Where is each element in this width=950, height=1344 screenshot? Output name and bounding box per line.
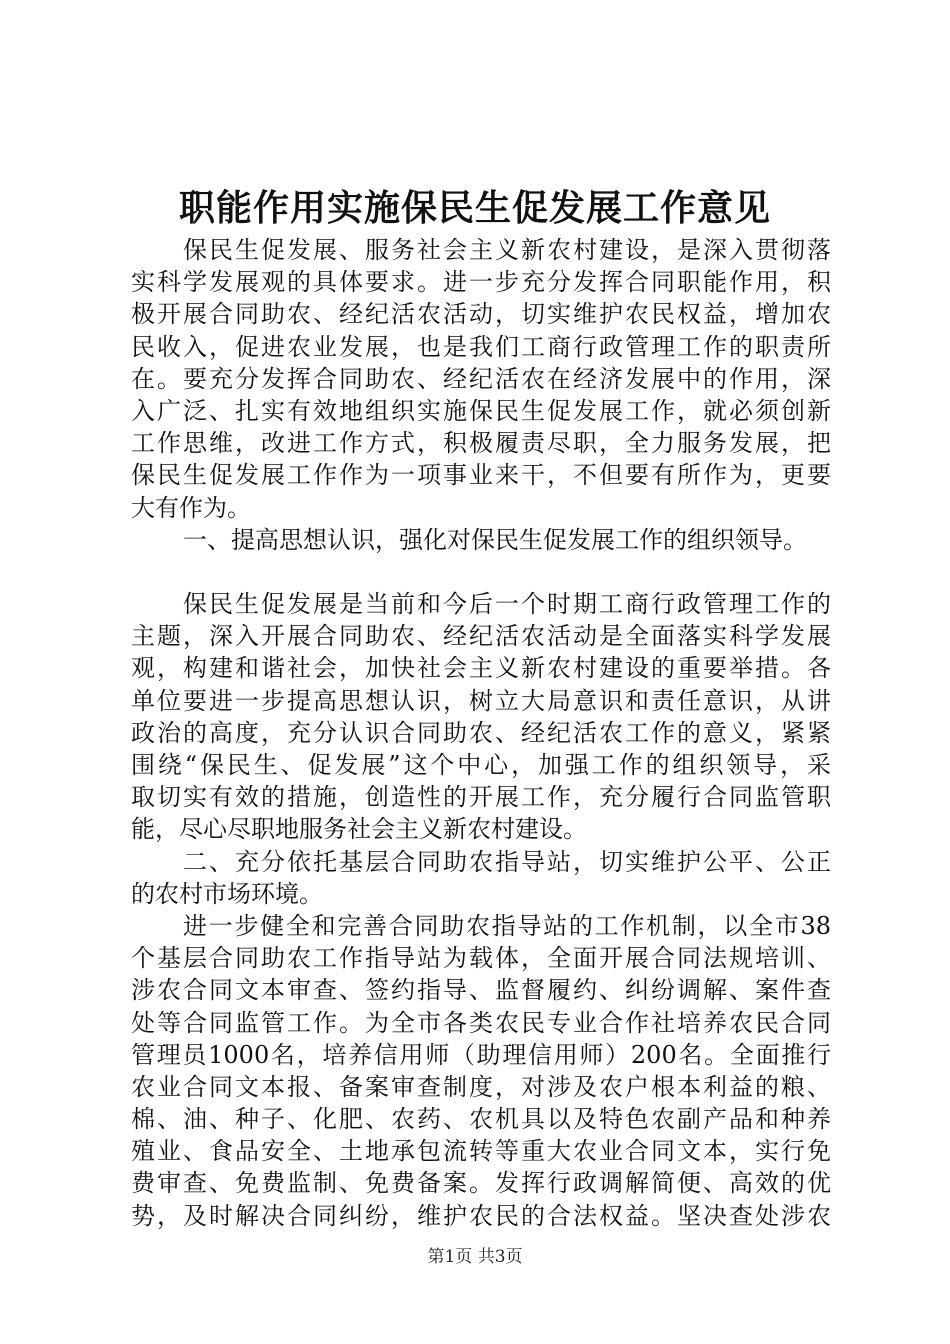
body-line: 棉、油、种子、化肥、农药、农机具以及特色农副产品和种养 xyxy=(131,1105,831,1134)
body-line: 入广泛、扎实有效地组织实施保民生促发展工作，就必须创新 xyxy=(131,396,831,425)
body-line: 工作思维，改进工作方式，积极履责尽职，全力服务发展，把 xyxy=(131,429,831,458)
document-title: 职能作用实施保民生促发展工作意见 xyxy=(178,188,771,229)
section-heading: 的农村市场环境。 xyxy=(131,879,323,908)
body-line: 保民生促发展、服务社会主义新农村建设，是深入贯彻落 xyxy=(183,236,831,264)
body-line: 保民生促发展工作作为一项事业来干，不但要有所作为，更要 xyxy=(131,461,831,490)
body-line: 殖业、食品安全、土地承包流转等重大农业合同文本，实行免 xyxy=(131,1137,831,1166)
body-line: 政治的高度，充分认识合同助农、经纪活农工作的意义，紧紧 xyxy=(131,718,831,747)
body-line: 保民生促发展是当前和今后一个时期工商行政管理工作的 xyxy=(183,590,831,619)
body-line: 单位要进一步提高思想认识，树立大局意识和责任意识，从讲 xyxy=(131,686,831,715)
body-line: 民收入，促进农业发展，也是我们工商行政管理工作的职责所 xyxy=(131,332,831,361)
body-line: 处等合同监管工作。为全市各类农民专业合作社培养农民合同 xyxy=(131,1008,831,1037)
body-line: 主题，深入开展合同助农、经纪活农活动是全面落实科学发展 xyxy=(131,622,831,651)
body-line: 势，及时解决合同纠纷，维护农民的合法权益。坚决查处涉农 xyxy=(131,1201,831,1230)
body-line: 涉农合同文本审查、签约指导、监督履约、纠纷调解、案件查 xyxy=(131,976,831,1005)
body-line: 实科学发展观的具体要求。进一步充分发挥合同职能作用，积 xyxy=(131,268,831,297)
paragraph-gap xyxy=(131,556,831,588)
page-number: 第1页 共3页 xyxy=(427,1247,523,1267)
body-line: 能，尽心尽职地服务社会主义新农村建设。 xyxy=(131,815,587,844)
body-line: 进一步健全和完善合同助农指导站的工作机制，以全市38 xyxy=(183,911,831,940)
body-line: 观，构建和谐社会，加快社会主义新农村建设的重要举措。各 xyxy=(131,654,831,683)
document-body xyxy=(131,234,831,1232)
body-line: 农业合同文本报、备案审查制度，对涉及农户根本利益的粮、 xyxy=(131,1072,831,1101)
body-line: 取切实有效的措施，创造性的开展工作，充分履行合同监管职 xyxy=(131,783,831,812)
section-heading: 二、充分依托基层合同助农指导站，切实维护公平、公正 xyxy=(183,847,831,876)
body-line: 费审查、免费监制、免费备案。发挥行政调解简便、高效的优 xyxy=(131,1169,831,1198)
body-line: 极开展合同助农、经纪活农活动，切实维护农民权益，增加农 xyxy=(131,300,831,329)
body-line: 个基层合同助农工作指导站为载体，全面开展合同法规培训、 xyxy=(131,944,831,973)
body-line: 大有作为。 xyxy=(131,493,251,522)
body-line: 围绕“保民生、促发展”这个中心，加强工作的组织领导，采 xyxy=(131,751,831,779)
body-line: 管理员1000名，培养信用师（助理信用师）200名。全面推行 xyxy=(131,1040,831,1069)
section-heading: 一、提高思想认识，强化对保民生促发展工作的组织领导。 xyxy=(183,525,807,554)
body-line: 在。要充分发挥合同助农、经纪活农在经济发展中的作用，深 xyxy=(131,364,831,393)
